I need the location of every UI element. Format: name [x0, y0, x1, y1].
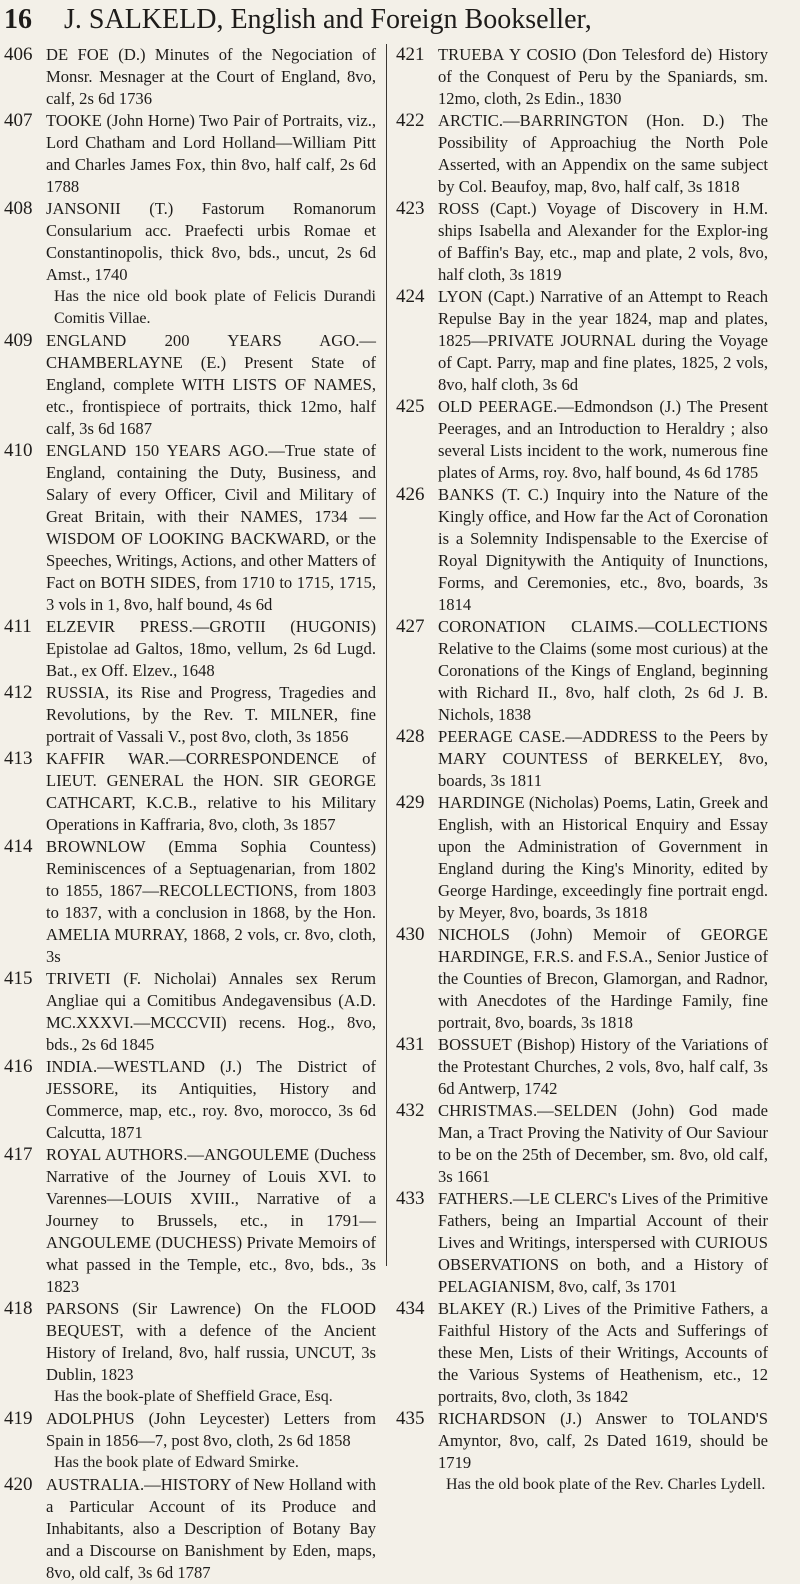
entry-number: 434	[396, 1298, 425, 1319]
entry-number: 423	[396, 198, 425, 219]
entry-text: PEERAGE CASE.—ADDRESS to the Peers by MARY COUNTESS of BERKELEY, 8vo, boards, 3s 1811	[438, 727, 768, 790]
catalogue-entry	[396, 1188, 768, 1298]
entry-text: INDIA.—WESTLAND (J.) The District of JESSORE, its Antiquities, History and Commerce, map, etc., roy. 8vo, morocco, 3s 6d Calcutta, 1871	[46, 1057, 376, 1142]
catalogue-entry	[396, 286, 768, 396]
entry-text: TRUEBA Y COSIO (Don Telesford de) History of the Conquest of Peru by the Spaniards, sm. 12mo, cloth, 2s Edin., 1830	[438, 45, 768, 108]
entry-text: LYON (Capt.) Narrative of an Attempt to Reach Repulse Bay in the year 1824, map and plates, 1825—PRIVATE JOURNAL during the Voyage of Capt. Parry, map and fine plates, 1825, 2 vols, 8vo, half cloth, 3s 6d	[438, 287, 768, 394]
entry-number: 407	[4, 110, 33, 131]
catalogue-entry	[4, 836, 376, 968]
catalogue-entry	[396, 616, 768, 726]
entry-number: 427	[396, 616, 425, 637]
entry-number: 410	[4, 440, 33, 461]
page-header	[4, 0, 794, 40]
entry-text: HARDINGE (Nicholas) Poems, Latin, Greek and English, with an Historical Enquiry and Essay upon the Administration of Government in England during the King's Minority, edited by George Hardinge, exceedingly fine portrait engd. by Meyer, 8vo, boards, 3s 1818	[438, 793, 768, 922]
column-divider	[386, 44, 387, 1266]
entry-number: 435	[396, 1408, 425, 1429]
entry-text: ROYAL AUTHORS.—ANGOULEME (Duchess Narrative of the Journey of Louis XVI. to Varennes—LOUIS XVIII., Narrative of a Journey to Brussels, etc., in 1791—ANGOULEME (DUCHESS) Private Memoirs of what passed in the Temple, etc., 8vo, bds., 3s 1823	[46, 1145, 376, 1296]
catalogue-entry	[396, 1100, 768, 1188]
entry-number: 415	[4, 968, 33, 989]
entry-number: 421	[396, 44, 425, 65]
entry-number: 409	[4, 330, 33, 351]
entry-text: BLAKEY (R.) Lives of the Primitive Fathers, a Faithful History of the Acts and Sufferings of these Men, Lists of their Writings, Accounts of the Various Systems of Heathenism, etc., 12 portraits, 8vo, cloth, 3s 1842	[438, 1299, 768, 1406]
entry-number: 411	[4, 616, 32, 637]
catalogue-entry	[396, 198, 768, 286]
entry-text: KAFFIR WAR.—CORRESPONDENCE of LIEUT. GENERAL the HON. SIR GEORGE CATHCART, K.C.B., relative to his Military Operations in Kaffraria, 8vo, cloth, 3s 1857	[46, 749, 376, 834]
entry-note: Has the old book plate of the Rev. Charles Lydell.	[446, 1476, 766, 1493]
catalogue-entry	[4, 330, 376, 440]
entry-number: 433	[396, 1188, 425, 1209]
catalogue-entry	[4, 682, 376, 748]
entry-note: Has the book-plate of Sheffield Grace, Esq.	[54, 1388, 333, 1405]
entry-number: 432	[396, 1100, 425, 1121]
catalogue-entry	[396, 1034, 768, 1100]
entry-text: BANKS (T. C.) Inquiry into the Nature of the Kingly office, and How far the Act of Coronation is a Solemnity Indispensable to the Exercise of Royal Dignitywith the Antiquity of Inunctions, Forms, and Ceremonies, etc., 8vo, boards, 3s 1814	[438, 485, 768, 614]
left-column	[4, 44, 376, 1582]
entry-number: 417	[4, 1144, 33, 1165]
catalogue-entry	[4, 1144, 376, 1298]
catalogue-entry	[4, 748, 376, 836]
entry-note: Has the nice old book plate of Felicis Durandi Comitis Villae.	[54, 288, 376, 327]
entry-number: 412	[4, 682, 33, 703]
entry-number: 424	[396, 286, 425, 307]
entry-text: FATHERS.—LE CLERC's Lives of the Primitive Fathers, being an Impartial Account of their Lives and Writings, interspersed with CURIOUS OBSERVATIONS on both, and a History of PELAGIANISM, 8vo, calf, 3s 1701	[438, 1189, 768, 1296]
entry-number: 429	[396, 792, 425, 813]
bookseller-title: J. SALKELD, English and Foreign Bookseller,	[64, 4, 592, 35]
entry-number: 425	[396, 396, 425, 417]
entry-text: OLD PEERAGE.—Edmondson (J.) The Present Peerages, and an Introduction to Heraldry ; also several Lists incident to the work, numerous fine plates of Arms, roy. 8vo, half bound, 4s 6d 1785	[438, 397, 768, 482]
entry-text: RUSSIA, its Rise and Progress, Tragedies and Revolutions, by the Rev. T. MILNER, fine portrait of Vassali V., post 8vo, cloth, 3s 1856	[46, 683, 376, 746]
entry-text: ENGLAND 200 YEARS AGO.—CHAMBERLAYNE (E.) Present State of England, complete WITH LISTS OF NAMES, etc., frontispiece of portraits, thick 12mo, half calf, 3s 6d 1687	[46, 331, 376, 438]
entry-text: JANSONII (T.) Fastorum Romanorum Consularium acc. Praefecti urbis Romae et Constantinopolis, thick 8vo, bds., uncut, 2s 6d Amst., 1740	[46, 199, 376, 284]
catalogue-entry	[396, 44, 768, 110]
catalogue-entry	[396, 924, 768, 1034]
entry-text: ARCTIC.—BARRINGTON (Hon. D.) The Possibility of Approachiug the North Pole Asserted, with an Appendix on the same subject by Col. Beaufoy, map, 8vo, half calf, 3s 1818	[438, 111, 768, 196]
entry-number: 430	[396, 924, 425, 945]
entry-number: 420	[4, 1474, 33, 1495]
catalogue-entry	[4, 1056, 376, 1144]
page-number: 16	[4, 4, 32, 35]
entry-text: PARSONS (Sir Lawrence) On the FLOOD BEQUEST, with a defence of the Ancient History of Ireland, 8vo, half russia, UNCUT, 3s Dublin, 1823	[46, 1299, 376, 1384]
catalogue-entry	[4, 44, 376, 110]
entry-number: 408	[4, 198, 33, 219]
catalogue-entry	[396, 484, 768, 616]
entry-text: CHRISTMAS.—SELDEN (John) God made Man, a Tract Proving the Nativity of Our Saviour to be on the 25th of December, sm. 8vo, old calf, 3s 1661	[438, 1101, 768, 1186]
catalogue-entry	[4, 110, 376, 198]
catalogue-entry	[4, 616, 376, 682]
entry-text: NICHOLS (John) Memoir of GEORGE HARDINGE, F.R.S. and F.S.A., Senior Justice of the Counties of Brecon, Glamorgan, and Radnor, with Anecdotes of the Hardinge Family, fine portrait, 8vo, boards, 3s 1818	[438, 925, 768, 1032]
catalogue-entry	[396, 110, 768, 198]
catalogue-entry	[4, 440, 376, 616]
entry-text: BOSSUET (Bishop) History of the Variations of the Protestant Churches, 2 vols, 8vo, half calf, 3s 6d Antwerp, 1742	[438, 1035, 768, 1098]
entry-number: 422	[396, 110, 425, 131]
entry-number: 418	[4, 1298, 33, 1319]
entry-text: AUSTRALIA.—HISTORY of New Holland with a Particular Account of its Produce and Inhabitants, also a Description of Botany Bay and a Discourse on Banishment by Eden, maps, 8vo, old calf, 3s 6d 1787	[46, 1475, 376, 1582]
catalogue-entry	[396, 792, 768, 924]
entry-text: TRIVETI (F. Nicholai) Annales sex Rerum Angliae qui a Comitibus Andegavensibus (A.D. MC.XXXVI.—MCCCVII) recens. Hog., 8vo, bds., 2s 6d 1845	[46, 969, 376, 1054]
catalogue-entry	[4, 968, 376, 1056]
right-column	[396, 44, 768, 1493]
entry-number: 413	[4, 748, 33, 769]
entry-number: 416	[4, 1056, 33, 1077]
catalogue-entry	[396, 726, 768, 792]
entry-text: ELZEVIR PRESS.—GROTII (HUGONIS) Epistolae ad Galtos, 18mo, vellum, 2s 6d Lugd. Bat., ex Off. Elzev., 1648	[46, 617, 376, 680]
entry-text: ADOLPHUS (John Leycester) Letters from Spain in 1856—7, post 8vo, cloth, 2s 6d 1858	[46, 1409, 376, 1450]
entry-number: 428	[396, 726, 425, 747]
entry-text: DE FOE (D.) Minutes of the Negociation of Monsr. Mesnager at the Court of England, 8vo, calf, 2s 6d 1736	[46, 45, 376, 108]
entry-text: BROWNLOW (Emma Sophia Countess) Reminiscences of a Septuagenarian, from 1802 to 1855, 1867—RECOLLECTIONS, from 1803 to 1837, with a conclusion in 1868, by the Hon. AMELIA MURRAY, 1868, 2 vols, cr. 8vo, cloth, 3s	[46, 837, 376, 966]
entry-text: CORONATION CLAIMS.—COLLECTIONS Relative to the Claims (some most curious) at the Coronations of the Kings of England, beginning with Richard II., 8vo, half cloth, 2s 6d J. B. Nichols, 1838	[438, 617, 768, 724]
entry-number: 431	[396, 1034, 425, 1055]
entry-note: Has the book plate of Edward Smirke.	[54, 1454, 299, 1471]
catalogue-entry	[4, 1408, 376, 1474]
entry-text: ENGLAND 150 YEARS AGO.—True state of England, containing the Duty, Business, and Salary of every Officer, Civil and Military of Great Britain, with their NAMES, 1734 —WISDOM OF LOOKING BACKWARD, or the Speeches, Writings, Actions, and other Matters of Fact on BOTH SIDES, from 1710 to 1715, 1715, 3 vols in 1, 8vo, half bound, 4s 6d	[46, 441, 376, 614]
catalogue-entry	[4, 1474, 376, 1584]
entry-text: RICHARDSON (J.) Answer to TOLAND'S Amyntor, 8vo, calf, 2s Dated 1619, should be 1719	[438, 1409, 768, 1472]
entry-number: 406	[4, 44, 33, 65]
entry-text: TOOKE (John Horne) Two Pair of Portraits, viz., Lord Chatham and Lord Holland—William Pitt and Charles James Fox, thin 8vo, half calf, 2s 6d 1788	[46, 111, 376, 196]
catalogue-entry	[396, 1408, 768, 1496]
catalogue-entry	[4, 198, 376, 330]
entry-number: 414	[4, 836, 33, 857]
entry-number: 419	[4, 1408, 33, 1429]
catalogue-entry	[396, 1298, 768, 1408]
catalogue-entry	[396, 396, 768, 484]
catalogue-columns	[4, 44, 794, 1582]
catalogue-entry	[4, 1298, 376, 1408]
entry-number: 426	[396, 484, 425, 505]
entry-text: ROSS (Capt.) Voyage of Discovery in H.M. ships Isabella and Alexander for the Explor-ing of Baffin's Bay, etc., map and plate, 2 vols, 8vo, half cloth, 3s 1819	[438, 199, 768, 284]
